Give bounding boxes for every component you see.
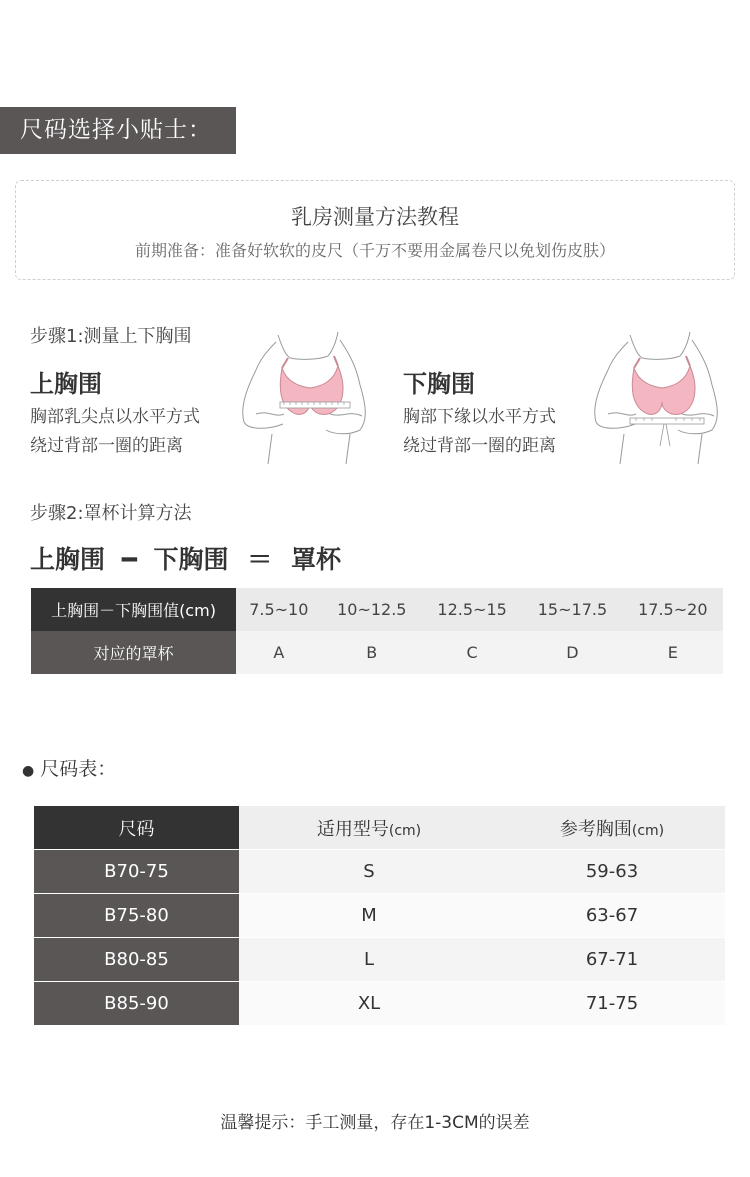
range-cell: 15~17.5 (522, 588, 622, 631)
formula-upper: 上胸围 (30, 545, 106, 574)
header-fit-unit: (cm) (388, 822, 422, 839)
measurement-note-box (15, 180, 735, 280)
size-cell: B85-90 (34, 982, 239, 1026)
row-header: 对应的罩杯 (31, 631, 236, 674)
range-cell: 7.5~10 (236, 588, 322, 631)
size-chart-title (22, 754, 116, 781)
table-row (34, 850, 725, 894)
table-row (31, 631, 723, 674)
header-size: 尺码 (34, 806, 239, 850)
table-row (34, 982, 725, 1026)
range-cell: 17.5~20 (623, 588, 723, 631)
cup-cell: A (236, 631, 322, 674)
ref-cell: 71-75 (499, 982, 725, 1026)
bullet-icon: ● (22, 763, 35, 779)
upper-bust-desc-line1: 胸部乳尖点以水平方式 (30, 407, 200, 427)
lower-bust-desc-line2: 绕过背部一圈的距离 (403, 436, 556, 456)
table-row (31, 588, 723, 631)
table-row (34, 894, 725, 938)
size-cell: B80-85 (34, 938, 239, 982)
cup-calculation-table (31, 588, 723, 674)
cup-cell: D (522, 631, 622, 674)
range-cell: 10~12.5 (322, 588, 422, 631)
header-ref-text: 参考胸围 (559, 818, 632, 840)
step2-title: 步骤2:罩杯计算方法 (30, 503, 192, 524)
step1-title: 步骤1:测量上下胸围 (30, 326, 192, 347)
minus-sign: ━ (121, 545, 137, 574)
lower-bust-label: 下胸围 (403, 370, 475, 398)
size-cell: B75-80 (34, 894, 239, 938)
equals-sign: ＝ (247, 545, 273, 574)
cup-formula (30, 540, 341, 576)
note-subtitle: 前期准备：准备好软软的皮尺（千万不要用金属卷尺以免划伤皮肤） (134, 241, 615, 260)
footer-note: 温馨提示：手工测量，存在1-3CM的误差 (220, 1113, 530, 1133)
row-header: 上胸围－下胸围值(cm) (31, 588, 236, 631)
formula-cup: 罩杯 (290, 545, 341, 574)
cup-cell: E (623, 631, 723, 674)
lower-bust-desc (403, 403, 556, 461)
header-ref-unit: (cm) (631, 822, 665, 839)
range-cell: 12.5~15 (422, 588, 522, 631)
upper-bust-desc (30, 403, 200, 461)
ref-cell: 63-67 (499, 894, 725, 938)
cup-cell: B (322, 631, 422, 674)
fit-cell: S (239, 850, 499, 894)
size-cell: B70-75 (34, 850, 239, 894)
upper-bust-label: 上胸围 (30, 370, 102, 398)
table-header-row (34, 806, 725, 850)
upper-bust-desc-line2: 绕过背部一圈的距离 (30, 436, 183, 456)
lower-bust-desc-line1: 胸部下缘以水平方式 (403, 407, 556, 427)
ref-cell: 67-71 (499, 938, 725, 982)
table-row (34, 938, 725, 982)
cup-cell: C (422, 631, 522, 674)
lower-bust-illustration (590, 330, 722, 464)
section-header: 尺码选择小贴士： (0, 107, 236, 154)
fit-cell: M (239, 894, 499, 938)
fit-cell: XL (239, 982, 499, 1026)
header-fit-text: 适用型号 (316, 818, 389, 840)
size-chart-title-text: 尺码表： (40, 758, 117, 780)
formula-lower: 下胸围 (153, 545, 229, 574)
note-title: 乳房测量方法教程 (291, 205, 459, 229)
upper-bust-illustration (238, 330, 370, 464)
header-fit (239, 806, 499, 850)
ref-cell: 59-63 (499, 850, 725, 894)
fit-cell: L (239, 938, 499, 982)
header-ref (499, 806, 725, 850)
size-table (34, 806, 725, 1025)
